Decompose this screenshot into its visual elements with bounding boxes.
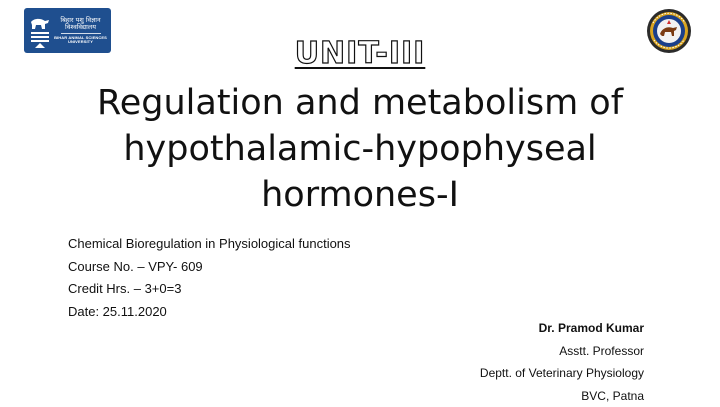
title-line-3: hormones-I xyxy=(0,172,720,218)
author-department: Deptt. of Veterinary Physiology xyxy=(480,362,644,385)
university-name-hindi-1: बिहार पशु विज्ञान xyxy=(60,17,100,24)
course-info xyxy=(68,233,351,323)
lecture-date: Date: 25.11.2020 xyxy=(68,301,351,324)
title-line-2: hypothalamic-hypophyseal xyxy=(0,126,720,172)
author-institution: BVC, Patna xyxy=(480,385,644,407)
course-subject: Chemical Bioregulation in Physiological functions xyxy=(68,233,351,256)
slide-title xyxy=(0,80,720,218)
logo-divider xyxy=(61,33,101,34)
university-name-hindi-2: विश्वविद्यालय xyxy=(65,24,96,31)
author-name: Dr. Pramod Kumar xyxy=(480,317,644,340)
university-name-english: BIHAR ANIMAL SCIENCES UNIVERSITY xyxy=(53,36,108,44)
unit-title-text: UNIT-III xyxy=(295,36,426,71)
course-number: Course No. – VPY- 609 xyxy=(68,256,351,279)
author-block xyxy=(480,317,644,407)
unit-title xyxy=(0,36,720,71)
credit-hours: Credit Hrs. – 3+0=3 xyxy=(68,278,351,301)
author-designation: Asstt. Professor xyxy=(480,340,644,363)
title-line-1: Regulation and metabolism of xyxy=(0,80,720,126)
